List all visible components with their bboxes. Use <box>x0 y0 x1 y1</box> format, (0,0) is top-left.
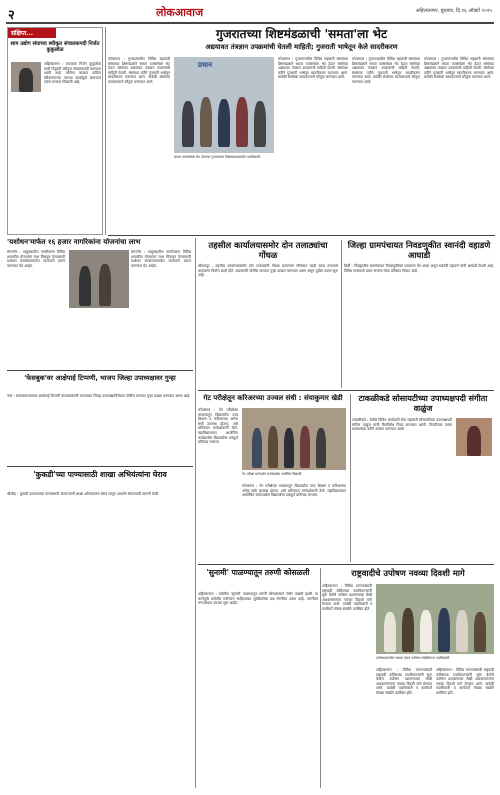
brief-1-body: अहिल्यानगर : राज्याचा निर्जन कुकुलोळ यांची नियुक्ती स्थीकृत संचालकपदी करण्यात आली आहे. कोरोना काळात दायित्व स्वीकारणाऱ्या त्यांच्या कार्यामुळे समाजात त्यांना मान्यता मिळाली आहे. <box>44 62 101 85</box>
society-story <box>352 394 494 562</box>
page-number: २ <box>8 8 15 22</box>
lead-body-mid: कोपरगाव : गुजरातमधील विविध सहकारी संस्थांच्या शिष्टमंडळाने समता पतसंस्थेला भेट देऊन संस्थेच्या अद्ययावत तंत्रज्ञान उपक्रमांची माहिती घेतली. संस्थेच्या वतीने गुजराती भाषेतून सादरीकरण करण्यात आले. यावेळी संस्थेच्या कामकाजाचे कौतुक करण्यात आले. <box>278 57 348 80</box>
rashtra-body-left: अहिल्यानगर : विविध मागण्यांसाठी राष्ट्रवादी काँग्रेसच्या पदाधिकाऱ्यांनी सुरू केलेले उपोषण प्रशासनाच्या लेखी आश्वासनानंतर नवव्या दिवशी मागे घेण्यात आले. यावेळी पदाधिकारी व कार्यकर्ते मोठ्या संख्येने उपस्थित होते. <box>322 584 372 611</box>
tehsil-body: श्रीरामपूर : तहसील कार्यालयासमोर दोन तलाठ्यांनी गोंधळ घातल्याने परिसरात काही काळ तणावाचे वातावरण निर्माण झाले होते. याप्रकरणी पोलीस ठाण्यात गुन्हा दाखल करण्यात आला असून पुढील तपास सुरू आहे. <box>198 264 338 278</box>
brief-3-body: नगर : समाजमाध्यमावर आक्षेपार्ह टिप्पणी केल्याप्रकरणी भाजपच्या जिल्हा उपाध्यक्षाविरोधात पोलीस ठाण्यात गुन्हा दाखल करण्यात आला आहे. <box>7 394 191 398</box>
rashtra-caption: उपोषणकर्त्यांना सरबत देऊन उपोषण सोडविताना पदाधिकारी. <box>376 656 451 660</box>
brief-2-body: संगमनेर : तालुक्यातील नागरिकांना विविध शासकीय योजनांचा लाभ मिळवून देण्यासाठी यशोधन कार्यालयामार्फत सातत्याने प्रयत्न करण्यात येत आहेत. <box>7 250 65 268</box>
rashtra-story <box>322 568 494 788</box>
lead-body-left: कोपरगाव : गुजरातमधील विविध सहकारी संस्थांच्या शिष्टमंडळाने समता पतसंस्थेला भेट देऊन संस्थेच्या अद्ययावत तंत्रज्ञान उपक्रमांची माहिती घेतली. संस्थेच्या वतीने गुजराती भाषेतून सादरीकरण करण्यात आले. यावेळी संस्थेच्या कामकाजाचे कौतुक करण्यात आले. <box>108 57 170 84</box>
brief-3 <box>7 374 193 464</box>
lead-headline: गुजरातच्या शिष्टमंडळाची 'समता'ला भेट <box>215 27 387 41</box>
society-headline: टाकळीकडे सोसायटीच्या उपाध्यक्षपदी संगीता वाळुंज <box>358 394 488 413</box>
rashtra-body-mid: अहिल्यानगर : विविध मागण्यांसाठी राष्ट्रवादी काँग्रेसच्या पदाधिकाऱ्यांनी सुरू केलेले उपोषण प्रशासनाच्या लेखी आश्वासनानंतर नवव्या दिवशी मागे घेण्यात आले. यावेळी पदाधिकारी व कार्यकर्ते मोठ्या संख्येने उपस्थित होते. <box>376 668 432 695</box>
lead-caption: समता पतसंस्थेला भेट देणाऱ्या गुजरातच्या शिष्टमंडळासमवेत पदाधिकारी. <box>174 155 262 159</box>
briefs-column <box>7 27 103 235</box>
rashtra-body-right: अहिल्यानगर : विविध मागण्यांसाठी राष्ट्रवादी काँग्रेसच्या पदाधिकाऱ्यांनी सुरू केलेले उपोषण प्रशासनाच्या लेखी आश्वासनानंतर नवव्या दिवशी मागे घेण्यात आले. यावेळी पदाधिकारी व कार्यकर्ते मोठ्या संख्येने उपस्थित होते. <box>436 668 494 695</box>
gate-headline: गेट परीक्षेतून करिअरच्या उज्वल संधी : संयाकुमार खेडी <box>203 394 343 402</box>
lead-body-right: कोपरगाव : गुजरातमधील विविध सहकारी संस्थांच्या शिष्टमंडळाने समता पतसंस्थेला भेट देऊन संस्थेच्या अद्ययावत तंत्रज्ञान उपक्रमांची माहिती घेतली. संस्थेच्या वतीने गुजराती भाषेतून सादरीकरण करण्यात आले. यावेळी संस्थेच्या कामकाजाचे कौतुक करण्यात आले. <box>352 57 420 84</box>
gate-body-left: कोपरगाव : गेट परीक्षेच्या माध्यमातून विद्यार्थ्यांना उच्च शिक्षण व करिअरच्या अनेक संधी उपलब्ध होतात, असे प्रतिपादन मार्गदर्शकांनी केले. महाविद्यालयात आयोजित कार्यशाळेस विद्यार्थ्यांचा उत्स्फूर्त प्रतिसाद लाभला. <box>198 408 238 445</box>
rashtra-headline: राष्ट्रवादीचे उपोषण नवव्या दिवशी मागे <box>351 568 465 578</box>
brief-2 <box>7 238 193 368</box>
brief-1-portrait <box>11 62 41 92</box>
gram-story <box>344 240 494 388</box>
brief-1-headline: शाम उद्योग संघाच्या स्थीकृत संचालकपदी निर्जत कुकुलोळ <box>10 41 100 54</box>
tsunami-headline: 'सुनामी' पाळण्यातून तरुणी कोसळली <box>206 568 310 577</box>
brief-2-photo <box>69 250 129 308</box>
gate-photo <box>242 408 346 470</box>
brief-3-headline: 'फेसबुक'वर आक्षेपार्ह टिप्पणी, भाजप जिल्हा उपाध्यक्षावर गुन्हा <box>24 374 176 382</box>
brief-2-headline: 'यशोधन'मार्फत १६ हजार नागरिकांना योजनांचा लाभ <box>7 238 141 246</box>
tehsil-headline: तहसील कार्यालयासमोर दोन तलाठ्यांचा गोंधळ <box>208 240 328 260</box>
lead-subhead: अद्ययावत तंत्रज्ञान उपक्रमांची घेतली माहिती; गुजराती भाषेतून केले सादरीकरण <box>205 43 398 51</box>
gate-story <box>198 394 348 562</box>
masthead <box>6 4 496 22</box>
gram-headline: जिल्हा ग्रामपंचायत निवडणुकीत स्वानंदी वहाडणे आघाडी <box>347 240 491 260</box>
masthead-rule <box>6 22 494 24</box>
lead-body-end: कोपरगाव : गुजरातमधील विविध सहकारी संस्थांच्या शिष्टमंडळाने समता पतसंस्थेला भेट देऊन संस्थेच्या अद्ययावत तंत्रज्ञान उपक्रमांची माहिती घेतली. संस्थेच्या वतीने गुजराती भाषेतून सादरीकरण करण्यात आले. यावेळी संस्थेच्या कामकाजाचे कौतुक करण्यात आले. <box>424 57 494 80</box>
gram-body: शिर्डी : जिल्ह्यातील ग्रामपंचायत निवडणुकीच्या प्रचाराला वेग आला असून स्वानंदी वहाडणे यांनी आघाडी घेतली आहे. विविध गावांमध्ये प्रचार सभांना मोठा प्रतिसाद मिळत आहे. <box>344 264 494 273</box>
lead-photo-banner: प्रधान <box>198 61 212 69</box>
tehsil-story <box>198 240 338 388</box>
tsunami-body: अहिल्यानगर : यात्रेतील 'सुनामी' पाळण्यातून तरुणी कोसळल्याने गंभीर जखमी झाली. या घटनेमुळे यात्रेतील मनोरंजन साहित्याच्या सुरक्षिततेचा प्रश्न ऐरणीवर आला आहे. तरुणीवर रुग्णालयात उपचार सुरू आहेत. <box>198 592 318 606</box>
society-body: टाकळीकडे : येथील विविध कार्यकारी सेवा सहकारी सोसायटीच्या उपाध्यक्षपदी संगीता वाळुंज यांची बिनविरोध निवड करण्यात आली. निवडीनंतर त्यांचा ग्रामस्थांच्या वतीने सत्कार करण्यात आला. <box>352 418 452 432</box>
lead-photo <box>174 57 274 153</box>
tsunami-story <box>198 568 318 788</box>
brief-4-headline: 'कुकडी'च्या पाण्यासाठी शाखा अभियंत्यांना घेराव <box>33 470 167 479</box>
brief-4 <box>7 470 193 788</box>
dateline: अहिल्यानगर, बुधवार, दि.१६ ऑक्टो २०२५ <box>415 8 492 14</box>
newspaper-logo: लोकआवाज <box>156 6 204 19</box>
brief-2-more: संगमनेर : तालुक्यातील नागरिकांना विविध शासकीय योजनांचा लाभ मिळवून देण्यासाठी यशोधन कार्यालयामार्फत सातत्याने प्रयत्न करण्यात येत आहेत. <box>131 250 191 268</box>
society-portrait <box>456 418 492 456</box>
gate-caption: गेट परीक्षा मार्गदर्शन कार्यशाळेत उपस्थित विद्यार्थी. <box>242 472 303 476</box>
rashtra-photo <box>376 584 494 654</box>
gate-body-right: कोपरगाव : गेट परीक्षेच्या माध्यमातून विद्यार्थ्यांना उच्च शिक्षण व करिअरच्या अनेक संधी उपलब्ध होतात, असे प्रतिपादन मार्गदर्शकांनी केले. महाविद्यालयात आयोजित कार्यशाळेस विद्यार्थ्यांचा उत्स्फूर्त प्रतिसाद लाभला. <box>242 484 346 498</box>
lead-story <box>108 27 495 233</box>
brief-4-body: श्रीगोंदा : कुकडी कालव्याच्या पाण्यासाठी शेतकऱ्यांनी शाखा अभियंत्यांना घेराव घालून आवर्तन सोडण्याची मागणी केली. <box>7 492 160 496</box>
briefs-tag: संक्षिप्त... <box>8 28 56 38</box>
